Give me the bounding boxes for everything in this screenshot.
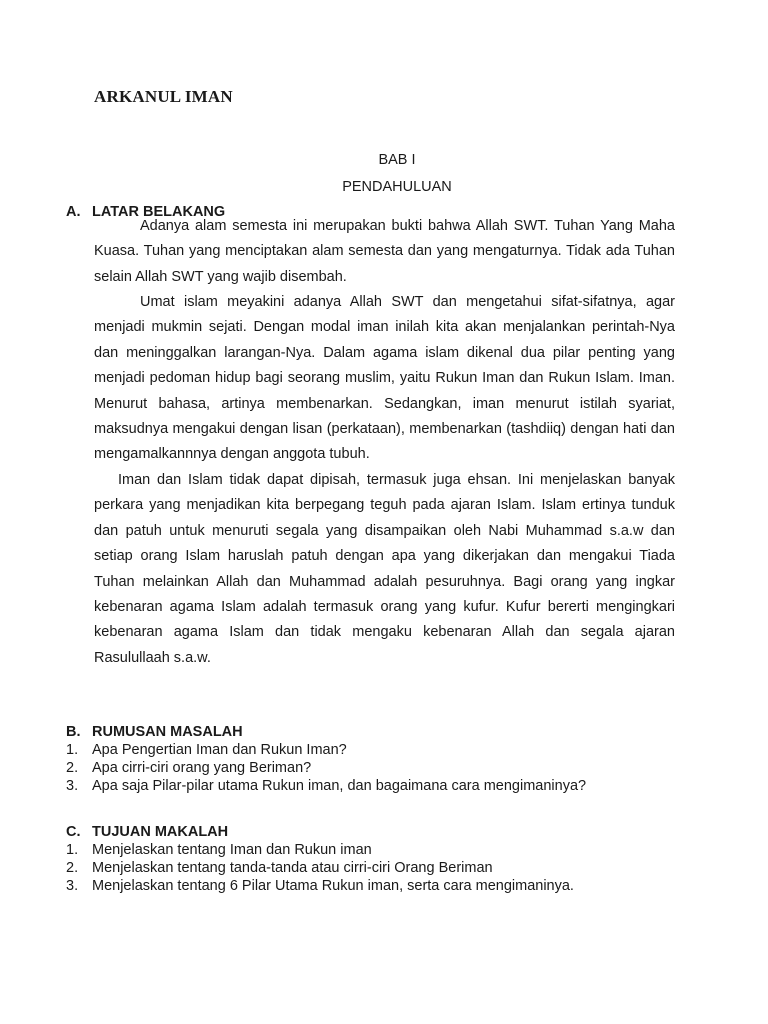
section-heading-rumusan-masalah bbox=[66, 724, 243, 740]
list-item bbox=[66, 777, 586, 795]
section-heading-text: TUJUAN MAKALAH bbox=[92, 824, 229, 840]
list-text: Menjelaskan tentang 6 Pilar Utama Rukun iman, serta cara mengimaninya. bbox=[92, 878, 574, 894]
section-heading-text: LATAR BELAKANG bbox=[92, 204, 226, 220]
paragraph: Umat islam meyakini adanya Allah SWT dan mengetahui sifat-sifatnya, agar menjadi mukmin sejati. Dengan modal iman inilah kita akan menjalankan perintah-Nya dan meninggalkan larangan-Nya. Dalam agama islam dikenal dua pilar penting yang menjadi pedoman hidup bagi seorang muslim, yaitu Rukun Iman dan Rukun Islam. Iman. Menurut bahasa, artinya membenarkan. Sedangkan, iman menurut istilah syariat, maksudnya mengakui dengan lisan (perkataan), membenarkan (tashdiiq) dengan hati dan mengamalkannnya dengan anggota tubuh. bbox=[94, 294, 675, 463]
section-letter: C. bbox=[66, 824, 81, 840]
tujuan-makalah-list bbox=[66, 841, 574, 895]
list-number: 3. bbox=[66, 778, 79, 794]
list-number: 2. bbox=[66, 860, 79, 876]
list-number: 2. bbox=[66, 760, 79, 776]
section-heading-tujuan-makalah bbox=[66, 824, 228, 840]
list-number: 3. bbox=[66, 878, 79, 894]
chapter-title: PENDAHULUAN bbox=[342, 179, 452, 195]
paragraph: Iman dan Islam tidak dapat dipisah, termasuk juga ehsan. Ini menjelaskan banyak perkara yang menjadikan kita berpegang teguh pada ajaran Islam. Islam ertinya tunduk dan patuh untuk menuruti segala yang disampaikan oleh Nabi Muhammad s.a.w dan setiap orang Islam haruslah patuh dengan apa yang dikerjakan dan mengakui Tiada Tuhan melainkan Allah dan Muhammad adalah pesuruhnya. Bagi orang yang ingkar kebenaran agama Islam adalah termasuk orang yang kufur. Kufur bererti mengingkari kebenaran agama Islam dan tidak mengaku kebenaran Allah dan segala ajaran Rasulullaah s.a.w. bbox=[94, 472, 675, 666]
list-number: 1. bbox=[66, 842, 79, 858]
list-number: 1. bbox=[66, 742, 79, 758]
list-item bbox=[66, 841, 574, 859]
section-letter: A. bbox=[66, 204, 81, 220]
list-item bbox=[66, 759, 586, 777]
list-text: Apa Pengertian Iman dan Rukun Iman? bbox=[92, 742, 347, 758]
chapter-number: BAB I bbox=[378, 152, 416, 168]
section-heading-text: RUMUSAN MASALAH bbox=[92, 724, 243, 740]
section-letter: B. bbox=[66, 724, 81, 740]
list-text: Menjelaskan tentang tanda-tanda atau cirri-ciri Orang Beriman bbox=[92, 860, 493, 876]
list-text: Apa cirri-ciri orang yang Beriman? bbox=[92, 760, 312, 776]
list-item bbox=[66, 859, 574, 877]
rumusan-masalah-list bbox=[66, 741, 586, 795]
list-text: Apa saja Pilar-pilar utama Rukun iman, dan bagaimana cara mengimaninya? bbox=[92, 778, 587, 794]
list-item bbox=[66, 741, 586, 759]
paragraph: Adanya alam semesta ini merupakan bukti bahwa Allah SWT. Tuhan Yang Maha Kuasa. Tuhan yang menciptakan alam semesta dan yang mengaturnya. Tidak ada Tuhan selain Allah SWT yang wajib disembah. bbox=[94, 218, 675, 285]
list-item bbox=[66, 877, 574, 895]
list-text: Menjelaskan tentang Iman dan Rukun iman bbox=[92, 842, 372, 858]
document-title: ARKANUL IMAN bbox=[94, 87, 233, 106]
